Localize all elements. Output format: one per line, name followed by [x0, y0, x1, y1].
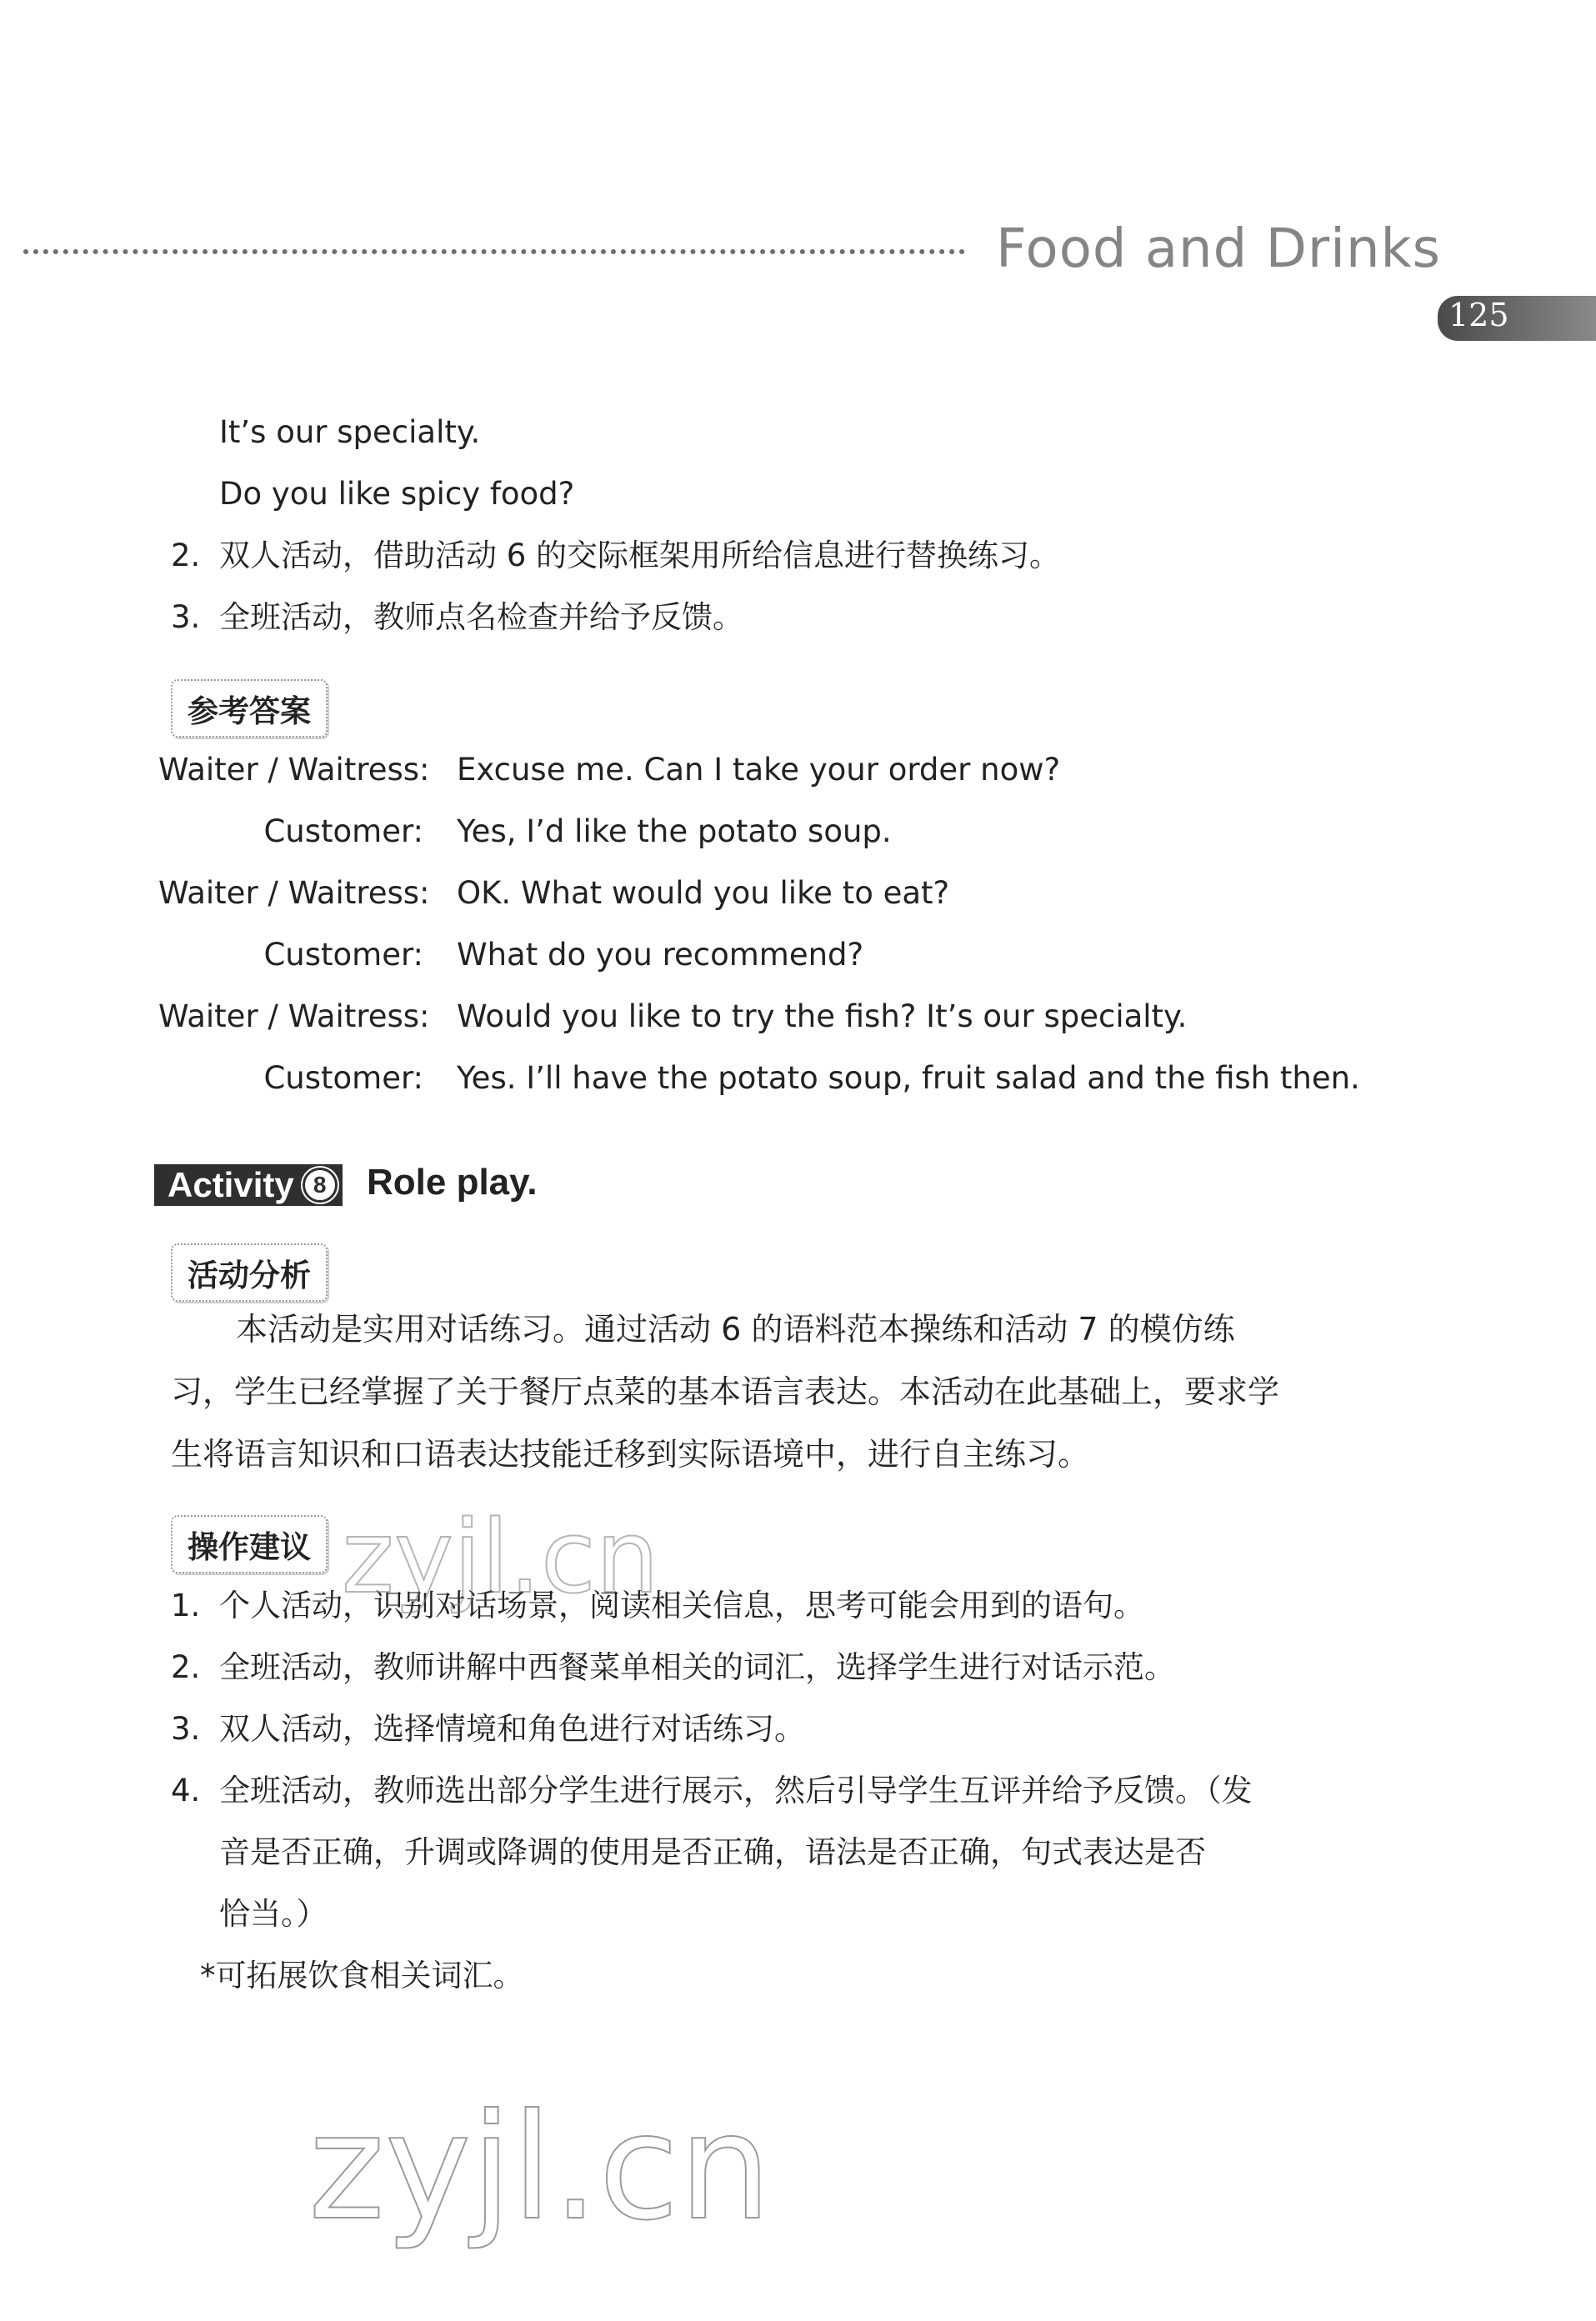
dialogue-speaker: Waiter / Waitress: — [158, 998, 430, 1034]
dialogue-line — [158, 752, 1060, 788]
header-dotted-rule — [23, 249, 965, 254]
dialogue-line — [158, 937, 863, 973]
step-number: 1. — [171, 1588, 201, 1623]
paragraph-line: 习，学生已经掌握了关于餐厅点菜的基本语言表达。本活动在此基础上，要求学 — [171, 1373, 1280, 1410]
dialogue-line — [158, 813, 892, 849]
page-number: 125 — [1448, 297, 1509, 333]
step-item — [171, 1649, 1175, 1685]
dialogue-speaker: Waiter / Waitress: — [158, 875, 430, 911]
activity-badge-label: Activity — [168, 1165, 294, 1204]
activity-badge — [154, 1164, 343, 1206]
dialogue-text: Would you like to try the fish? It’s our specialty. — [457, 998, 1188, 1034]
step-number: 4. — [171, 1773, 201, 1808]
dialogue-text: Yes. I’ll have the potato soup, fruit salad and the fish then. — [457, 1060, 1360, 1096]
step-text: 双人活动，借助活动 6 的交际框架用所给信息进行替换练习。 — [219, 538, 1061, 573]
dialogue-text: Yes, I’d like the potato soup. — [457, 813, 892, 849]
example-line: Do you like spicy food? — [219, 476, 575, 512]
example-line: It’s our specialty. — [219, 414, 481, 450]
paragraph-line: 本活动是实用对话练习。通过活动 6 的语料范本操练和活动 7 的模仿练 — [236, 1311, 1235, 1348]
step-continuation: 恰当。） — [219, 1896, 328, 1932]
step-text: 全班活动，教师选出部分学生进行展示，然后引导学生互评并给予反馈。（发 — [219, 1773, 1253, 1808]
dialogue-text: OK. What would you like to eat? — [457, 875, 950, 911]
step-text: 双人活动，选择情境和角色进行对话练习。 — [219, 1711, 805, 1747]
step-number: 2. — [171, 538, 201, 573]
dialogue-line — [158, 875, 949, 911]
activity-title: Role play. — [367, 1162, 538, 1203]
step-text: 全班活动，教师点名检查并给予反馈。 — [219, 599, 743, 635]
dialogue-line — [158, 1060, 1360, 1096]
step-text: 全班活动，教师讲解中西餐菜单相关的词汇，选择学生进行对话示范。 — [219, 1649, 1175, 1685]
step-text: 个人活动，识别对话场景，阅读相关信息，思考可能会用到的语句。 — [219, 1588, 1144, 1623]
step-continuation: 音是否正确，升调或降调的使用是否正确，语法是否正确，句式表达是否 — [219, 1834, 1206, 1870]
watermark: zyjl.cn — [342, 1500, 659, 1616]
activity-number-circle: 8 — [303, 1168, 338, 1203]
analysis-paragraph — [171, 1298, 1354, 1486]
section-label-answers: 参考答案 — [171, 679, 328, 738]
step-item — [171, 540, 1060, 571]
step-number: 3. — [171, 1711, 201, 1747]
watermark: zyjl.cn — [308, 2083, 772, 2253]
section-label-analysis: 活动分析 — [171, 1243, 328, 1302]
step-number: 2. — [171, 1649, 201, 1685]
dialogue-line — [158, 998, 1187, 1034]
dialogue-speaker: Customer: — [263, 937, 423, 973]
step-item — [171, 1775, 1253, 1806]
step-item — [171, 1711, 805, 1747]
step-item — [171, 599, 743, 635]
running-title: Food and Drinks — [996, 218, 1441, 280]
dialogue-text: What do you recommend? — [457, 937, 864, 973]
note-text: *可拓展饮食相关词汇。 — [200, 1958, 524, 1993]
dialogue-text: Excuse me. Can I take your order now? — [457, 752, 1061, 788]
dialogue-speaker: Waiter / Waitress: — [158, 752, 430, 788]
section-label-suggestions: 操作建议 — [171, 1515, 328, 1573]
dialogue-speaker: Customer: — [263, 1060, 423, 1096]
step-number: 3. — [171, 599, 201, 635]
paragraph-line: 生将语言知识和口语表达技能迁移到实际语境中，进行自主练习。 — [171, 1436, 1090, 1473]
dialogue-speaker: Customer: — [263, 813, 423, 849]
